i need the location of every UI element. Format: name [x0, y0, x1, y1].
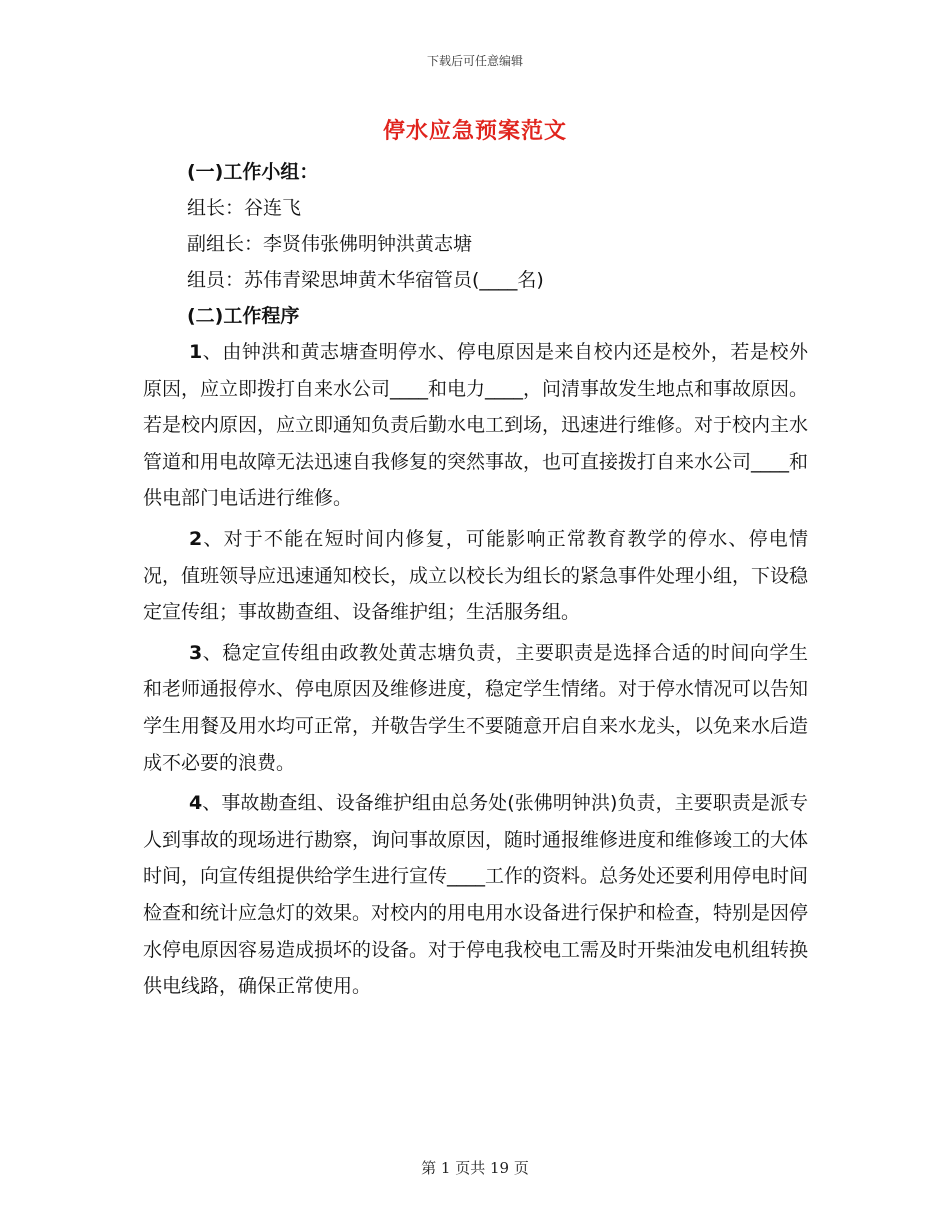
section-1-heading: (一)工作小组： — [187, 161, 319, 183]
procedure-item-3 — [143, 635, 808, 781]
group-leader-line: 组长：谷连飞 — [187, 197, 302, 219]
item-text: 、稳定宣传组由政教处黄志塘负责，主要职责是选择合适的时间向学生和老师通报停水、停电原因及维修进度，稳定学生情绪。对于停水情况可以告知学生用餐及用水均可正常，并敬告学生不要随意开启自来水龙头，以免来水后造成不必要的浪费。 — [143, 641, 809, 774]
document-title: 停水应急预案范文 — [382, 119, 567, 144]
procedure-item-1 — [143, 334, 808, 517]
item-number: 3 — [189, 641, 203, 664]
item-number: 2 — [189, 527, 203, 550]
deputy-leader-line: 副组长：李贤伟张佛明钟洪黄志塘 — [187, 233, 473, 255]
document-body — [143, 154, 808, 1005]
procedure-item-4 — [143, 785, 808, 1005]
page-footer: 第 1 页共 19 页 — [421, 1159, 529, 1177]
item-text: 、对于不能在短时间内修复，可能影响正常教育教学的停水、停电情况，值班领导应迅速通知校长，成立以校长为组长的紧急事件处理小组，下设稳定宣传组；事故勘查组、设备维护组；生活服务组。 — [143, 527, 809, 624]
header-note: 下载后可任意编辑 — [426, 54, 523, 68]
procedure-item-2 — [143, 521, 808, 631]
members-line: 组员：苏伟青梁思坤黄木华宿管员(____名) — [187, 269, 544, 291]
item-text: 、事故勘查组、设备维护组由总务处(张佛明钟洪)负责，主要职责是派专人到事故的现场进行勘察，询问事故原因，随时通报维修进度和维修竣工的大体时间，向宣传组提供给学生进行宣传____工作的资料。总务处还要利用停电时间检查和统计应急灯的效果。对校内的用电用水设备进行保护和检查，特别是因停水停电原因容易造成损坏的设备。对于停电我校电工需及时开柴油发电机组转换供电线路，确保正常使用。 — [143, 792, 809, 998]
section-2-heading: (二)工作程序 — [187, 305, 300, 327]
item-number: 1 — [189, 341, 203, 363]
item-text: 、由钟洪和黄志塘查明停水、停电原因是来自校内还是校外，若是校外原因，应立即拨打自来水公司____和电力____，问清事故发生地点和事故原因。若是校内原因，应立即通知负责后勤水电工到场，迅速进行维修。对于校内主水管道和用电故障无法迅速自我修复的突然事故，也可直接拨打自来水公司____和供电部门电话进行维修。 — [143, 341, 809, 510]
item-number: 4 — [189, 792, 203, 815]
